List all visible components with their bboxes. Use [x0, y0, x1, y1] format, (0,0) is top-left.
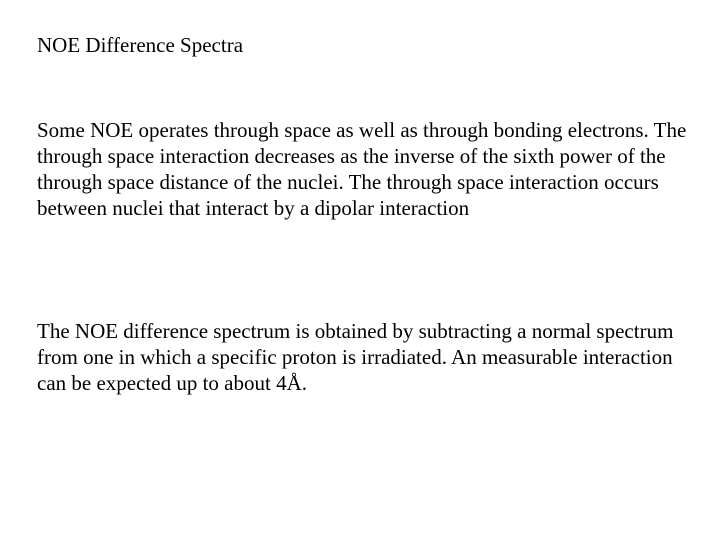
paragraph-noe-difference-spectrum: The NOE difference spectrum is obtained by subtracting a normal spectrum from one in which a specific proton is irradiated. An measurable interaction can be expected up to about 4Å.: [37, 319, 674, 395]
paragraph-noe-through-space: Some NOE operates through space as well as through bonding electrons. The through space interaction decreases as the inverse of the sixth power of the through space distance of the nuclei. The through space interaction occurs between nuclei that interact by a dipolar interaction: [37, 118, 687, 220]
slide-title: NOE Difference Spectra: [37, 33, 244, 57]
